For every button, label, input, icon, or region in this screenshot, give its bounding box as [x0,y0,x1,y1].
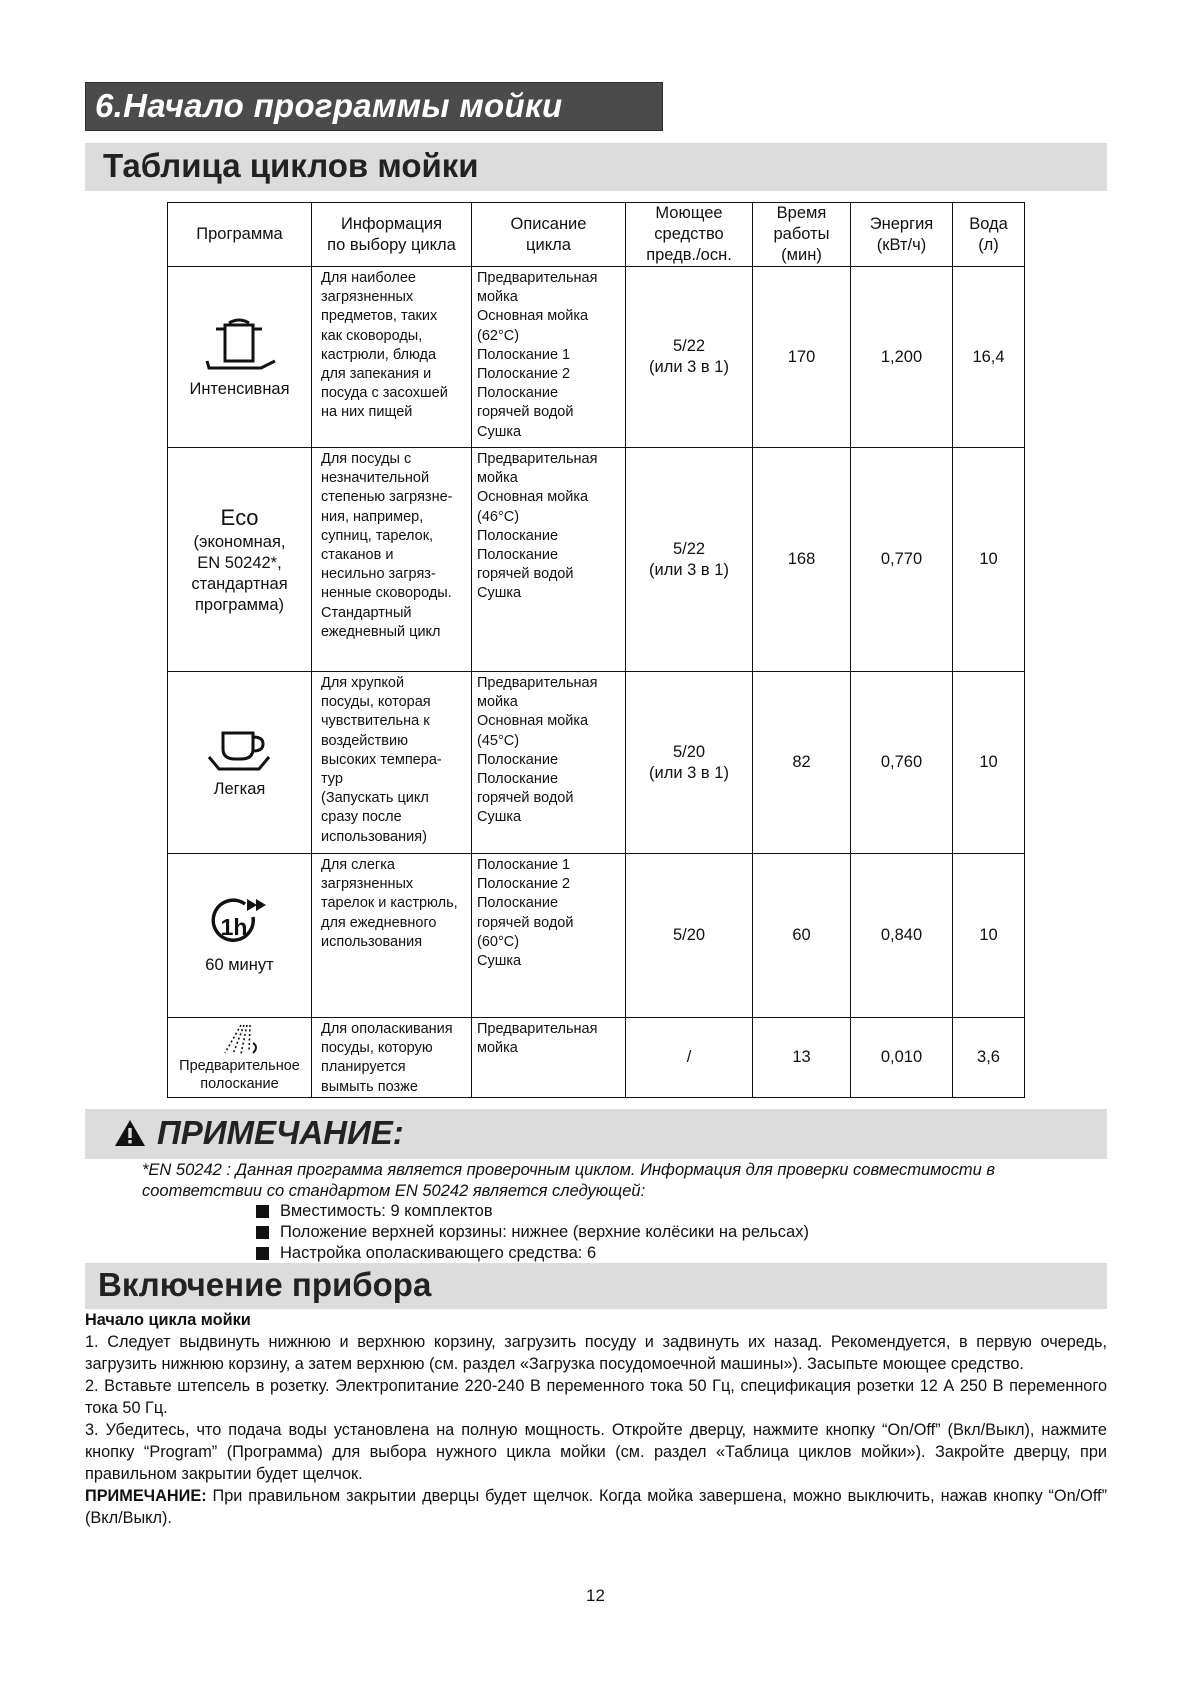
description-cell: Полоскание 1 Полоскание 2 Полоскание горячей водой (60°C) Сушка [472,854,626,1018]
water-cell: 16,4 [953,267,1025,448]
time-cell: 170 [753,267,851,448]
power-on-body [85,1309,1107,1529]
program-cell: 1h 60 минут [168,854,312,1018]
water-cell: 10 [953,854,1025,1018]
header-water: Вода (л) [953,203,1025,267]
water-cell: 3,6 [953,1018,1025,1098]
description-cell: Предварительная мойка Основная мойка (62°C) Полоскание 1 Полоскание 2 Полоскание горячей водой Сушка [472,267,626,448]
description-cell: Предварительная мойка Основная мойка (45°C) Полоскание Полоскание горячей водой Сушка [472,672,626,854]
list-item: Положение верхней корзины: нижнее (верхние колёсики на рельсах) [256,1222,809,1243]
table-row [168,1018,1025,1098]
warning-icon [113,1118,147,1148]
energy-cell: 0,840 [851,854,953,1018]
time-cell: 168 [753,448,851,672]
table-row [168,854,1025,1018]
info-cell: Для слегка загрязненных тарелок и кастрюль, для ежедневного использования [312,854,472,1018]
power-on-title-bar [85,1263,1107,1309]
energy-cell: 1,200 [851,267,953,448]
table-header-row [168,203,1025,267]
header-info: Информация по выбору цикла [312,203,472,267]
table-title-bar [85,143,1107,191]
header-detergent: Моющее средство предв./осн. [626,203,753,267]
water-cell: 10 [953,672,1025,854]
program-cell: Интенсивная [168,267,312,448]
table-row [168,448,1025,672]
eco-title: Eco [220,504,259,530]
info-cell: Для ополаскивания посуды, которую планируется вымыть позже [312,1018,472,1098]
power-on-note: ПРИМЕЧАНИЕ: При правильном закрытии дверцы будет щелчок. Когда мойка завершена, можно выключить, нажав кнопку “On/Off” (Вкл/Выкл). [85,1487,1107,1527]
section-title-bar [85,82,663,131]
page-number: 12 [586,1586,605,1605]
description-cell: Предварительная мойка Основная мойка (46°C) Полоскание Полоскание горячей водой Сушка [472,448,626,672]
header-energy: Энергия (кВт/ч) [851,203,953,267]
detergent-cell: 5/22 (или 3 в 1) [626,267,753,448]
cup-icon [205,725,275,775]
note-title: ПРИМЕЧАНИЕ: [113,1114,404,1152]
power-on-title: Включение прибора [98,1266,432,1303]
energy-cell: 0,010 [851,1018,953,1098]
paragraph-3: 3. Убедитесь, что подача воды установлена на полную мощность. Откройте дверцу, нажмите кнопку “On/Off” (Вкл/Выкл), нажмите кнопку “Program” (Программа) для выбора нужного цикла мойки (см. раздел «Таблица циклов мойки»). Закройте дверцу, при правильном закрытии будет щелчок. [85,1421,1107,1483]
section-title: 6.Начало программы мойки [95,87,563,124]
header-time: Время работы (мин) [753,203,851,267]
svg-text:1h: 1h [220,914,247,940]
list-item: Вместимость: 9 комплектов [256,1201,809,1222]
paragraph-2: 2. Вставьте штепсель в розетку. Электропитание 220-240 В переменного тока 50 Гц, спецификация розетки 12 А 250 В переменного тока 50 Гц. [85,1377,1107,1417]
time-cell: 82 [753,672,851,854]
header-program: Программа [168,203,312,267]
detergent-cell: 5/20 [626,854,753,1018]
note-title-bar [85,1109,1107,1159]
one-hour-icon [205,895,275,951]
table-title: Таблица циклов мойки [103,147,479,184]
energy-cell: 0,760 [851,672,953,854]
rinse-spray-icon [215,1023,265,1057]
info-cell: Для хрупкой посуды, которая чувствительна к воздействию высоких темпера- тур (Запускать цикл сразу после использования) [312,672,472,854]
program-cell: Предварительное полоскание [168,1018,312,1098]
info-cell: Для посуды с незначительной степенью загрязне- ния, например, супниц, тарелок, стаканов и несильно загряз- ненные сковороды. Стандартный ежедневный цикл [312,448,472,672]
detergent-cell: 5/20 (или 3 в 1) [626,672,753,854]
header-description: Описание цикла [472,203,626,267]
time-cell: 60 [753,854,851,1018]
energy-cell: 0,770 [851,448,953,672]
program-cell: Eco (экономная, EN 50242*, стандартная программа) [168,448,312,672]
table-row [168,267,1025,448]
program-cell: Легкая [168,672,312,854]
time-cell: 13 [753,1018,851,1098]
info-cell: Для наиболее загрязненных предметов, таких как сковороды, кастрюли, блюда для запекания и посуда с засохшей на них пищей [312,267,472,448]
table-row [168,672,1025,854]
detergent-cell: / [626,1018,753,1098]
note-bullets [256,1201,809,1264]
list-item: Настройка ополаскивающего средства: 6 [256,1243,809,1264]
description-cell: Предварительная мойка [472,1018,626,1098]
cycles-table [167,202,1025,1098]
detergent-cell: 5/22 (или 3 в 1) [626,448,753,672]
water-cell: 10 [953,448,1025,672]
power-on-subtitle: Начало цикла мойки [85,1311,251,1329]
pot-icon [199,315,281,375]
paragraph-1: 1. Следует выдвинуть нижнюю и верхнюю корзину, загрузить посуду и задвинуть их назад. Рекомендуется, в первую очередь, загрузить нижнюю корзину, а затем верхнюю (см. раздел «Загрузка посудомоечной машины»). Засыпьте моющее средство. [85,1333,1107,1373]
note-text: *EN 50242 : Данная программа является проверочным циклом. Информация для проверки совместимости в соответствии со стандартом EN 50242 является следующей: [142,1161,996,1200]
